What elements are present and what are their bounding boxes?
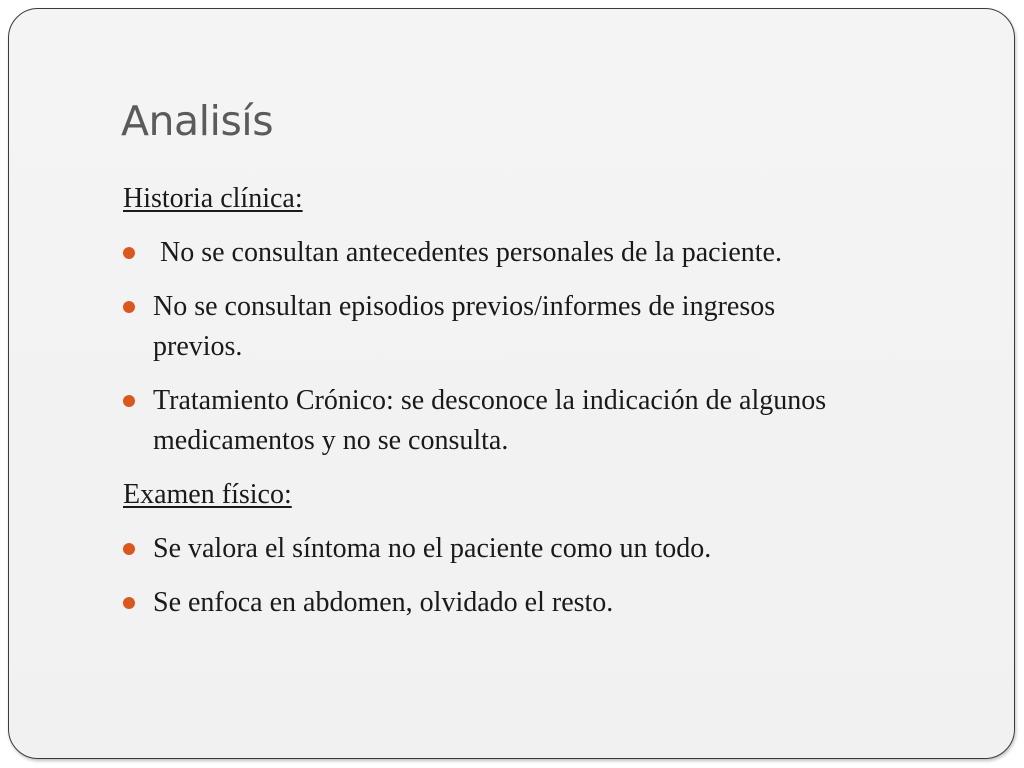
bullet-icon (123, 395, 135, 407)
slide-frame (8, 8, 1015, 759)
bullet-text: Se enfoca en abdomen, olvidado el resto. (153, 587, 614, 618)
list-item (123, 529, 983, 569)
bullet-icon (123, 301, 135, 313)
list-item (123, 287, 983, 367)
bullet-text-continued: medicamentos y no se consulta. (153, 425, 509, 456)
bullet-icon (123, 543, 135, 555)
slide-body (123, 179, 983, 623)
bullet-text: Tratamiento Crónico: se desconoce la indicación de algunos (153, 385, 827, 416)
slide-title: Analisís (121, 97, 274, 145)
list-item (123, 583, 983, 623)
section-heading-historia: Historia clínica: (123, 183, 303, 214)
bullet-text-continued: previos. (153, 331, 243, 362)
section-heading-examen: Examen físico: (123, 479, 292, 510)
bullet-text: No se consultan antecedentes personales de la paciente. (153, 237, 782, 268)
bullet-text: Se valora el síntoma no el paciente como un todo. (153, 533, 712, 564)
bullet-text: No se consultan episodios previos/informes de ingresos (153, 291, 776, 322)
bullet-icon (123, 247, 135, 259)
bullet-icon (123, 597, 135, 609)
list-item (123, 233, 983, 273)
list-item (123, 381, 983, 461)
